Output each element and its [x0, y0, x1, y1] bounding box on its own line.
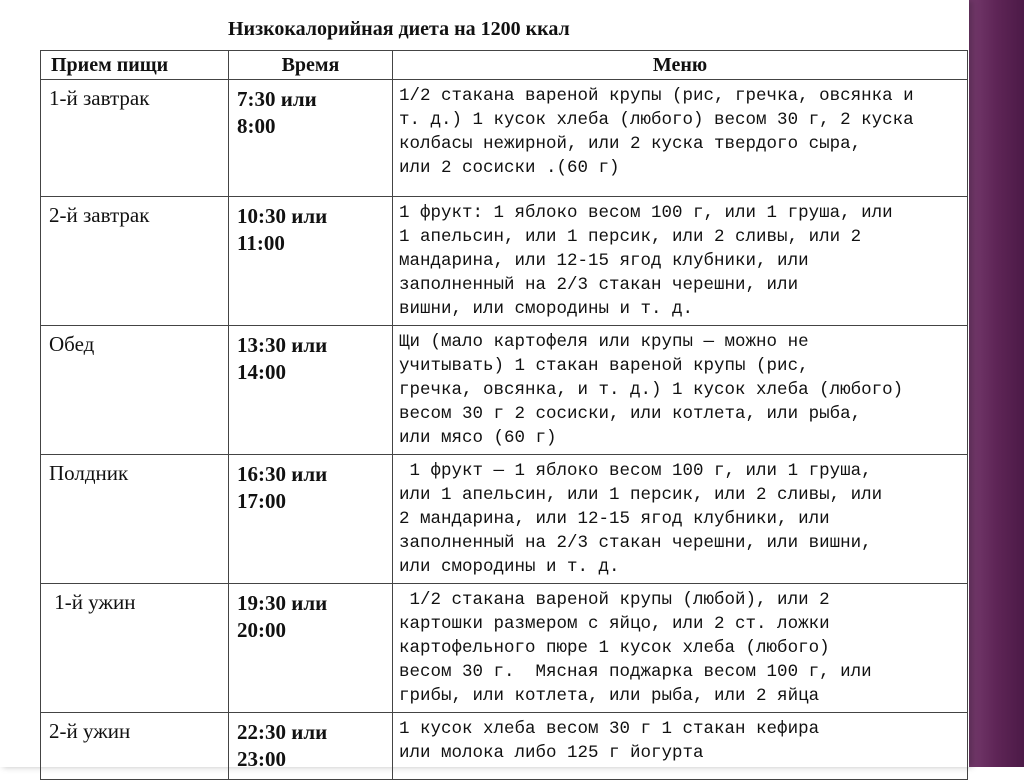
- meal-time: [229, 584, 393, 713]
- menu-line: или смородины и т. д.: [399, 557, 620, 577]
- table-row: [41, 713, 968, 780]
- menu-line: вишни, или смородины и т. д.: [399, 299, 694, 319]
- menu-line: весом 30 г 2 сосиски, или котлета, или рыба,: [399, 404, 862, 424]
- table-row: [41, 326, 968, 455]
- page-title: Низкокалорийная диета на 1200 ккал: [228, 18, 570, 40]
- menu-line: или молока либо 125 г йогурта: [399, 743, 704, 763]
- meal-time: [229, 713, 393, 780]
- menu-line: или мясо (60 г): [399, 428, 557, 448]
- meal-name: [41, 584, 229, 713]
- time-line: 20:00: [237, 618, 286, 642]
- menu-line: учитывать) 1 стакан вареной крупы (рис,: [399, 356, 809, 376]
- meal-label: 1-й ужин: [49, 590, 136, 614]
- menu-line: грибы, или котлета, или рыба, или 2 яйца: [399, 686, 820, 706]
- menu-line: 1 апельсин, или 1 персик, или 2 сливы, или 2: [399, 227, 862, 247]
- time-line: 13:30 или: [237, 333, 328, 357]
- time-line: 7:30 или: [237, 87, 317, 111]
- menu-line: гречка, овсянка, и т. д.) 1 кусок хлеба (любого): [399, 380, 904, 400]
- time-line: 8:00: [237, 114, 276, 138]
- time-line: 19:30 или: [237, 591, 328, 615]
- menu-line: 1/2 стакана вареной крупы (рис, гречка, овсянка и: [399, 86, 914, 106]
- table-row: [41, 455, 968, 584]
- menu-line: 1/2 стакана вареной крупы (любой), или 2: [399, 590, 830, 610]
- menu-line: т. д.) 1 кусок хлеба (любого) весом 30 г, 2 куска: [399, 110, 914, 130]
- meal-label: 2-й ужин: [49, 719, 131, 743]
- meal-name: [41, 455, 229, 584]
- menu-line: картофельного пюре 1 кусок хлеба (любого): [399, 638, 830, 658]
- menu-line: заполненный на 2/3 стакан черешни, или вишни,: [399, 533, 872, 553]
- menu-line: весом 30 г. Мясная поджарка весом 100 г, или: [399, 662, 872, 682]
- menu-line: колбасы нежирной, или 2 куска твердого сыра,: [399, 134, 862, 154]
- meal-label: Полдник: [49, 461, 129, 485]
- meal-time: [229, 197, 393, 326]
- time-line: 16:30 или: [237, 462, 328, 486]
- time-line: 23:00: [237, 747, 286, 771]
- time-line: 22:30 или: [237, 720, 328, 744]
- meal-label: 2-й завтрак: [49, 203, 150, 227]
- meal-menu: [393, 455, 968, 584]
- time-line: 11:00: [237, 231, 285, 255]
- meal-time: [229, 326, 393, 455]
- time-line: 10:30 или: [237, 204, 328, 228]
- meal-menu: [393, 584, 968, 713]
- meal-menu: [393, 713, 968, 780]
- table-row: [41, 197, 968, 326]
- meal-menu: [393, 326, 968, 455]
- meal-time: [229, 455, 393, 584]
- menu-line: 2 мандарина, или 12-15 ягод клубники, или: [399, 509, 830, 529]
- meal-name: [41, 326, 229, 455]
- table-row: [41, 584, 968, 713]
- menu-line: заполненный на 2/3 стакан черешни, или: [399, 275, 799, 295]
- meal-menu: [393, 80, 968, 197]
- time-line: 17:00: [237, 489, 286, 513]
- meal-name: [41, 713, 229, 780]
- header-time: Время: [229, 51, 393, 80]
- meal-name: [41, 80, 229, 197]
- table-row: [41, 80, 968, 197]
- header-meal: Прием пищи: [41, 51, 229, 80]
- menu-line: картошки размером с яйцо, или 2 ст. ложки: [399, 614, 830, 634]
- meal-label: 1-й завтрак: [49, 86, 150, 110]
- menu-line: или 2 сосиски .(60 г): [399, 158, 620, 178]
- meal-menu: [393, 197, 968, 326]
- meal-name: [41, 197, 229, 326]
- menu-line: 1 фрукт — 1 яблоко весом 100 г, или 1 груша,: [399, 461, 872, 481]
- time-line: 14:00: [237, 360, 286, 384]
- header-menu: Меню: [393, 51, 968, 80]
- table-header-row: [41, 51, 968, 80]
- menu-line: 1 фрукт: 1 яблоко весом 100 г, или 1 груша, или: [399, 203, 893, 223]
- meal-time: [229, 80, 393, 197]
- menu-line: Щи (мало картофеля или крупы — можно не: [399, 332, 809, 352]
- menu-line: мандарина, или 12-15 ягод клубники, или: [399, 251, 809, 271]
- meal-label: Обед: [49, 332, 95, 356]
- menu-line: 1 кусок хлеба весом 30 г 1 стакан кефира: [399, 719, 820, 739]
- menu-line: или 1 апельсин, или 1 персик, или 2 сливы, или: [399, 485, 883, 505]
- diet-table: [40, 50, 968, 780]
